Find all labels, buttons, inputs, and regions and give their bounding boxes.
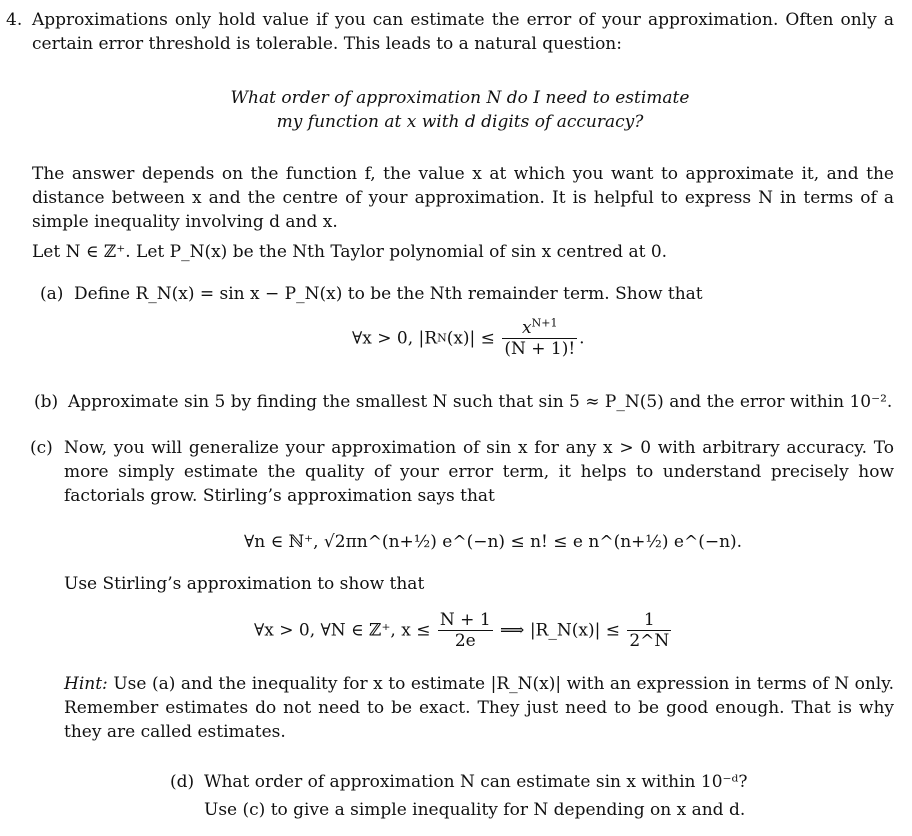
part-a-text: Define R_N(x) = sin x − P_N(x) to be the Nth remainder term. Show that	[74, 284, 703, 304]
part-c-implication	[254, 610, 673, 651]
part-c-eq-mid: ⟹ |R_N(x)| ≤	[500, 620, 620, 641]
question-line-1: What order of approximation N do I need to estimate	[230, 88, 690, 108]
answer-paragraph: The answer depends on the function f, the value x at which you want to approximate it, and the distance between x and the centre of your approximation. It is helpful to express N in terms of a simple inequality involving d and x.	[32, 164, 894, 232]
part-a-frac-den: (N + 1)!	[504, 339, 576, 359]
let-statement: Let N ∈ ℤ⁺. Let P_N(x) be the Nth Taylor polynomial of sin x centred at 0.	[32, 242, 668, 262]
part-a-frac-num: x	[522, 318, 532, 338]
part-a-frac-sup: N+1	[531, 316, 558, 330]
part-d-label: (d)	[170, 772, 195, 792]
part-d-text-2: Use (c) to give a simple inequality for N depending on x and d.	[204, 800, 746, 820]
stirling-formula: ∀n ∈ ℕ⁺, √2πn^(n+½) e^(−n) ≤ n! ≤ e n^(n+½) e^(−n).	[244, 532, 743, 552]
part-a-fraction	[502, 318, 577, 359]
part-d-text-1: What order of approximation N can estimate sin x within 10⁻ᵈ?	[204, 772, 748, 792]
part-c-frac2-num: 1	[627, 610, 671, 631]
part-c-text: Now, you will generalize your approximation of sin x for any x > 0 with arbitrary accuracy. To more simply estimate the quality of your error term, it helps to understand precisely how factorials grow. Stirling’s approximation says that	[64, 438, 894, 506]
part-c-frac1-den: 2e	[454, 631, 476, 651]
part-a-eq-end: .	[579, 328, 585, 349]
part-a-eq-mid: (x)| ≤	[446, 328, 495, 349]
part-b-label: (b)	[34, 392, 59, 412]
part-a-label: (a)	[40, 284, 64, 304]
part-c-eq-left: ∀x > 0, ∀N ∈ ℤ⁺, x ≤	[254, 620, 431, 641]
part-b-text: Approximate sin 5 by finding the smallest N such that sin 5 ≈ P_N(5) and the error within 10⁻².	[68, 392, 893, 412]
part-c-hint	[64, 672, 894, 744]
part-c-label: (c)	[30, 438, 53, 458]
part-c-fraction-1	[438, 610, 493, 651]
part-c-frac2-den: 2^N	[629, 631, 670, 651]
problem-number: 4.	[6, 10, 23, 30]
part-a-eq-sub: N	[437, 331, 447, 345]
part-c-use-line: Use Stirling’s approximation to show that	[64, 574, 425, 594]
hint-label: Hint:	[64, 674, 108, 694]
part-a-equation	[352, 318, 585, 359]
hint-text: Use (a) and the inequality for x to estimate |R_N(x)| with an expression in terms of N only. Remember estimates do not need to be exact. They just need to be good enough. That is why they are called estimates.	[64, 674, 894, 742]
part-a-eq-left: ∀x > 0, |R	[352, 328, 438, 349]
part-c-fraction-2	[627, 610, 671, 651]
question-line-2: my function at x with d digits of accuracy?	[276, 112, 644, 132]
intro-paragraph: Approximations only hold value if you can estimate the error of your approximation. Often only a certain error threshold is tolerable. This leads to a natural question:	[32, 10, 894, 54]
part-c-frac1-num: N + 1	[439, 610, 491, 630]
